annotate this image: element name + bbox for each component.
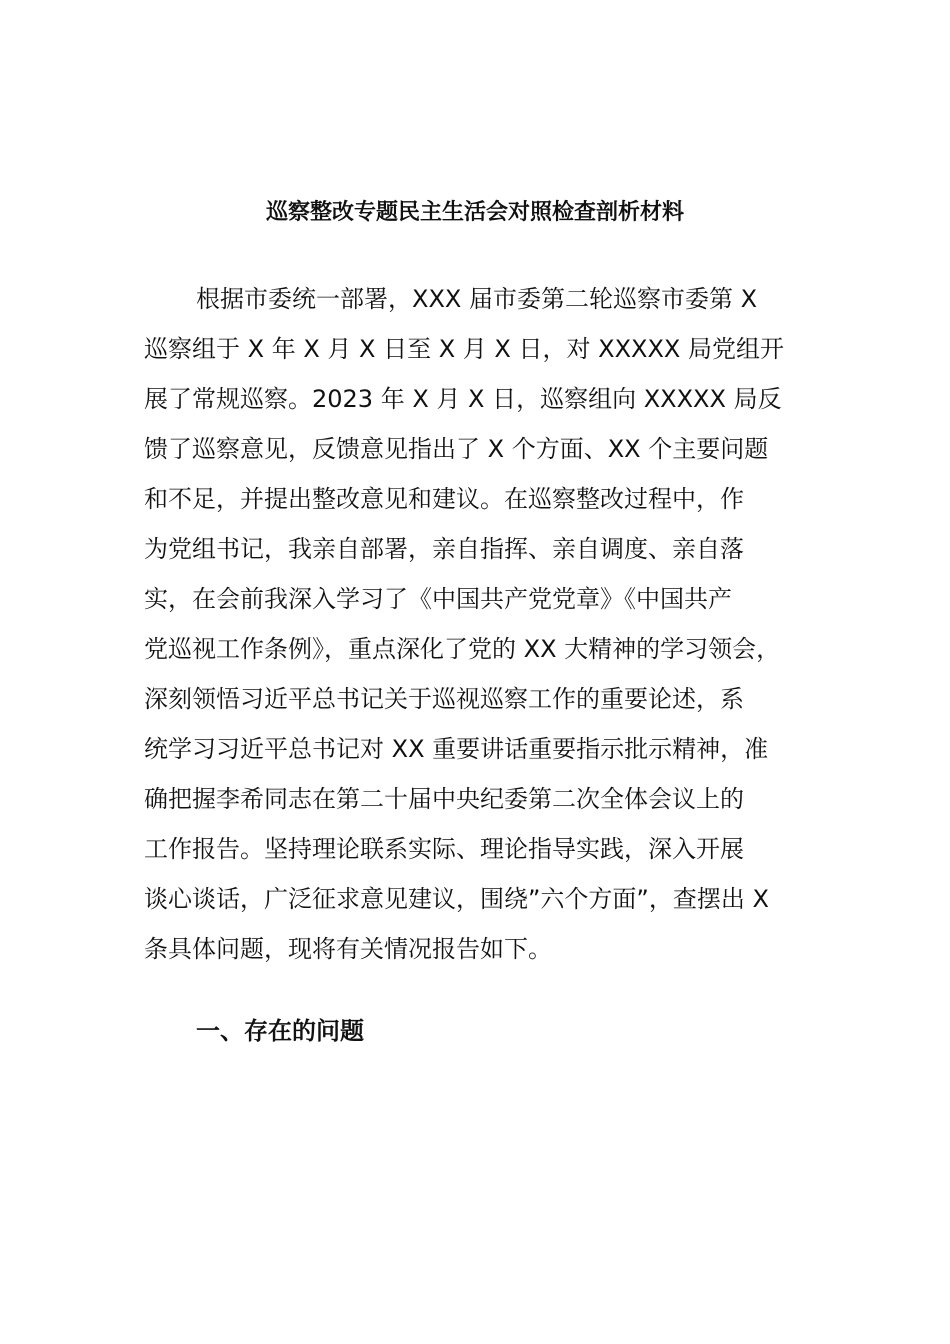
paragraph-line: 确把握李希同志在第二十届中央纪委第二次全体会议上的 [144, 785, 744, 813]
paragraph-line: 和不足，并提出整改意见和建议。在巡察整改过程中，作 [144, 485, 744, 513]
paragraph-line: 统学习习近平总书记对 XX 重要讲话重要指示批示精神，准 [144, 735, 769, 763]
paragraph-line: 党巡视工作条例》，重点深化了党的 XX 大精神的学习领会， [144, 635, 781, 663]
paragraph-line: 根据市委统一部署，XXX 届市委第二轮巡察市委第 X [196, 285, 758, 313]
paragraph-line: 实，在会前我深入学习了《中国共产党党章》《中国共产 [144, 585, 732, 613]
section-heading: 一、存在的问题 [196, 1017, 364, 1045]
paragraph-line: 展了常规巡察。2023 年 X 月 X 日，巡察组向 XXXXX 局反 [144, 385, 782, 413]
paragraph-line: 深刻领悟习近平总书记关于巡视巡察工作的重要论述，系 [144, 685, 744, 713]
paragraph-line: 巡察组于 X 年 X 月 X 日至 X 月 X 日，对 XXXXX 局党组开 [144, 335, 784, 363]
paragraph-line: 谈心谈话，广泛征求意见建议，围绕”六个方面”，查摆出 X [144, 885, 769, 913]
paragraph-line: 为党组书记，我亲自部署，亲自指挥、亲自调度、亲自落 [144, 535, 744, 563]
paragraph-line: 条具体问题，现将有关情况报告如下。 [144, 935, 552, 963]
paragraph-line: 工作报告。坚持理论联系实际、理论指导实践，深入开展 [144, 835, 744, 863]
paragraph-line: 馈了巡察意见，反馈意见指出了 X 个方面、XX 个主要问题 [144, 435, 769, 463]
intro-paragraph [144, 280, 834, 980]
document-title: 巡察整改专题民主生活会对照检查剖析材料 [265, 200, 684, 225]
